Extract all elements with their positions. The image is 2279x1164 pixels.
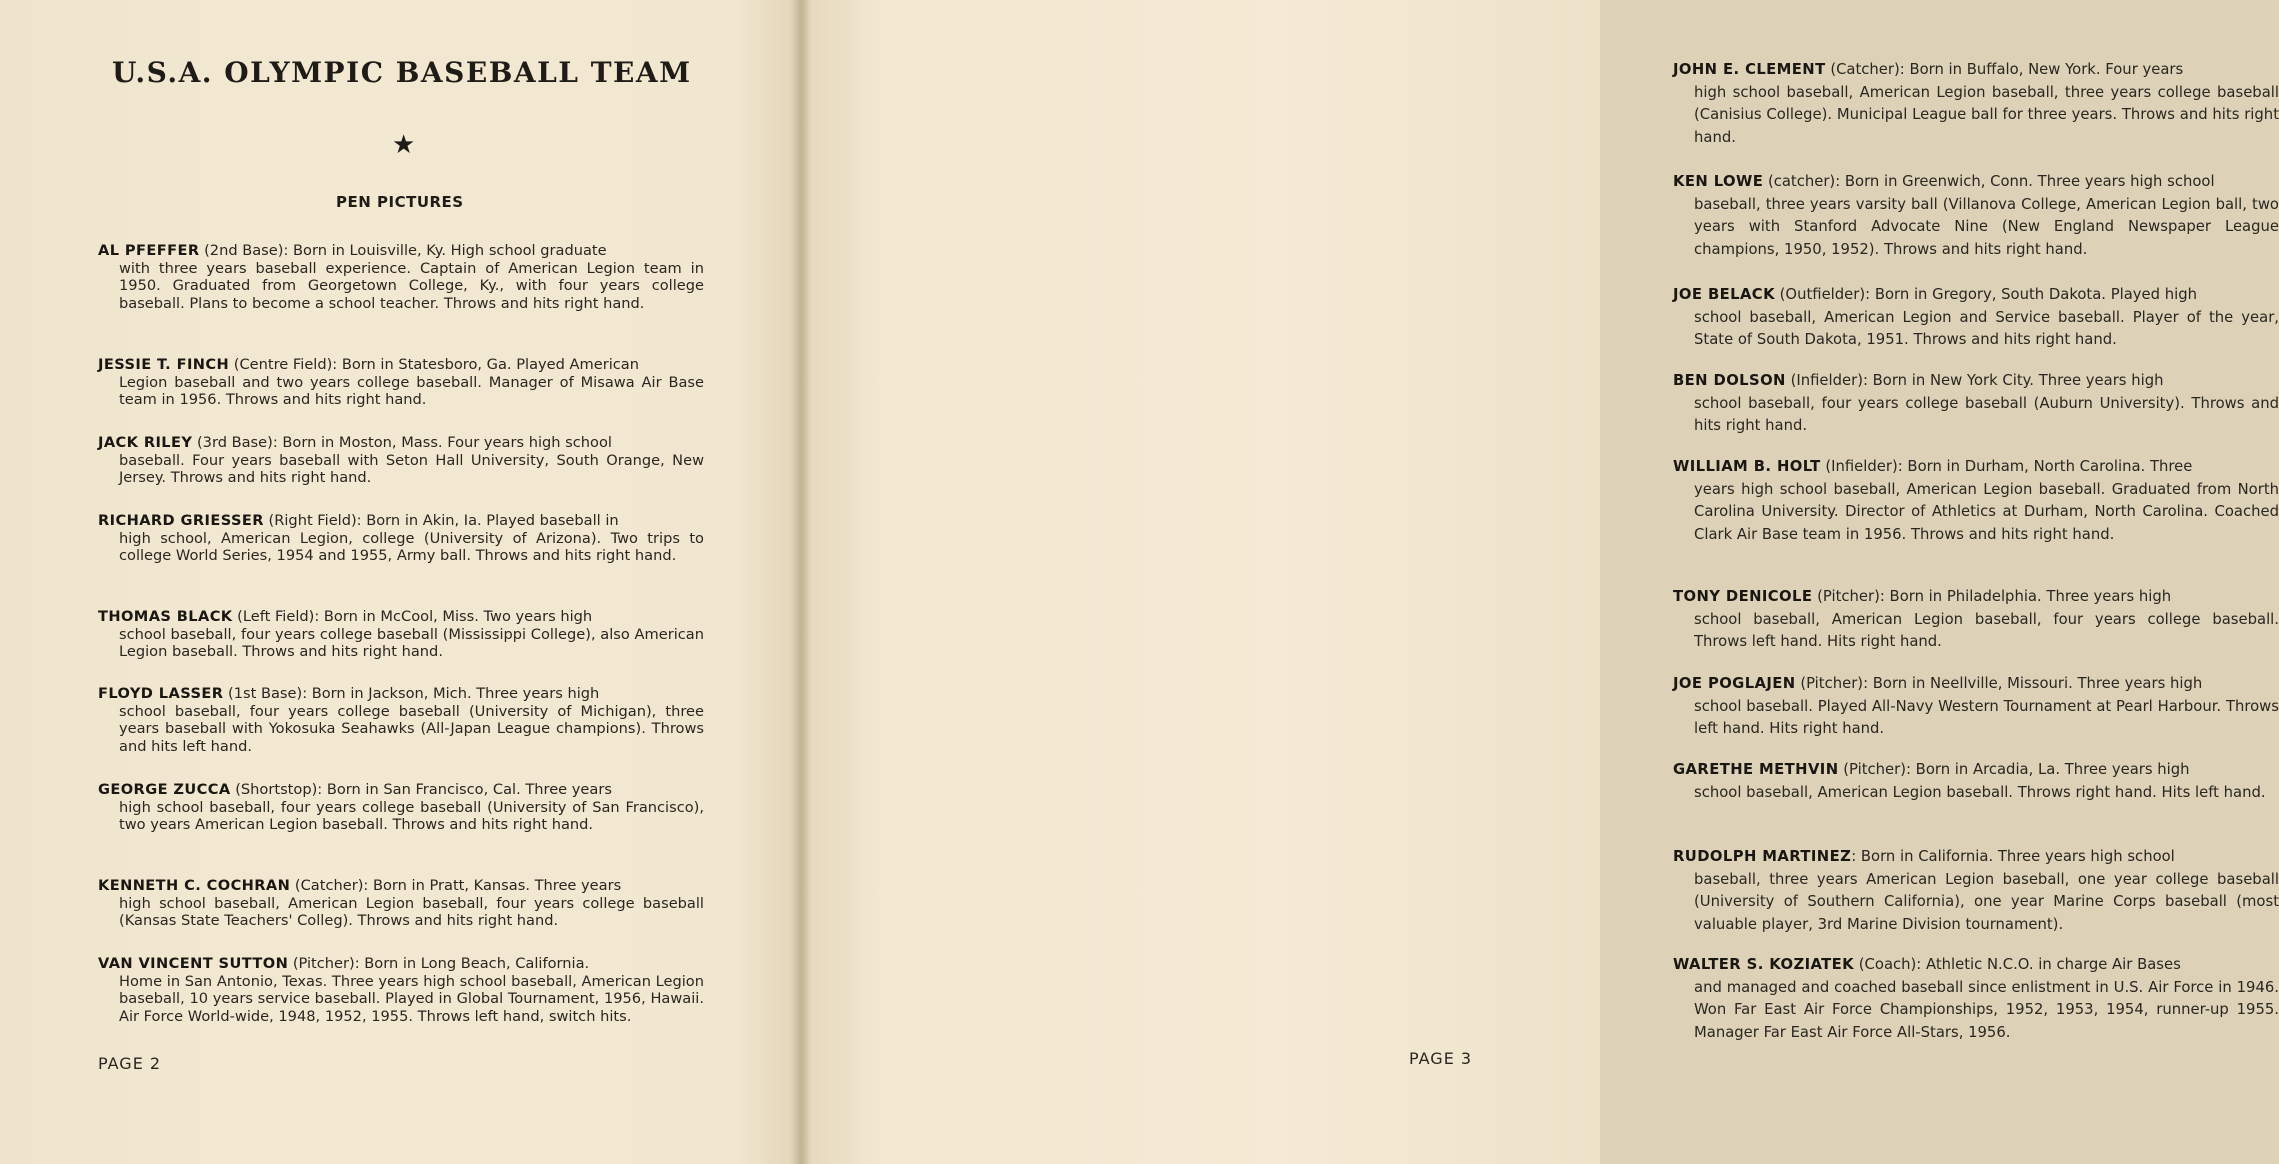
player-details: high school, American Legion, college (University of Arizona). Two trips to college World Series, 1954 and 1955, Army ball. Throws and hits right hand. bbox=[119, 529, 704, 564]
player-entry bbox=[98, 512, 704, 565]
player-details: Home in San Antonio, Texas. Three years high school baseball, American Legion baseball, 10 years service baseball. Played in Global Tournament, 1956, Hawaii. Air Force World-wide, 1948, 1952, 1955. Throws left hand, switch hits. bbox=[119, 972, 704, 1025]
player-first-line: : Born in California. Three years high school bbox=[1851, 848, 2175, 865]
player-first-line: (Pitcher): Born in Philadelphia. Three years high bbox=[1817, 588, 2172, 605]
player-entry bbox=[98, 434, 704, 487]
player-name: RICHARD GRIESSER bbox=[98, 512, 264, 529]
player-first-line: (3rd Base): Born in Moston, Mass. Four years high school bbox=[196, 434, 612, 451]
player-first-line: (Pitcher): Born in Arcadia, La. Three years high bbox=[1843, 761, 2190, 778]
player-details: school baseball, American Legion and Service baseball. Player of the year, State of South Dakota, 1951. Throws and hits right hand. bbox=[1694, 308, 2279, 348]
player-first-line: (Shortstop): Born in San Francisco, Cal. Three years bbox=[235, 781, 612, 798]
player-details: school baseball. Played All-Navy Western Tournament at Pearl Harbour. Throws left hand. Hits right hand. bbox=[1694, 697, 2279, 737]
player-first-line: (Pitcher): Born in Long Beach, California. bbox=[292, 955, 590, 972]
player-entry bbox=[98, 685, 704, 755]
player-entry bbox=[1673, 370, 2279, 438]
player-details: baseball, three years American Legion baseball, one year college baseball (University of Southern California), one year Marine Corps baseball (most valuable player, 3rd Marine Division tournament). bbox=[1694, 870, 2279, 933]
player-name: JACK RILEY bbox=[98, 434, 193, 451]
player-first-line: (Centre Field): Born in Statesboro, Ga. Played American bbox=[233, 356, 639, 373]
player-entry bbox=[98, 242, 704, 312]
player-name: WALTER S. KOZIATEK bbox=[1673, 956, 1855, 973]
player-name: AL PFEFFER bbox=[98, 242, 200, 259]
player-details: school baseball, American Legion baseball, four years college baseball. Throws left hand. Hits right hand. bbox=[1694, 610, 2279, 650]
player-name: JOHN E. CLEMENT bbox=[1673, 61, 1826, 78]
player-first-line: (Pitcher): Born in Neellville, Missouri. Three years high bbox=[1800, 675, 2203, 692]
player-name: FLOYD LASSER bbox=[98, 685, 224, 702]
player-first-line: (Catcher): Born in Pratt, Kansas. Three years bbox=[294, 877, 622, 894]
player-first-line: (catcher): Born in Greenwich, Conn. Three years high school bbox=[1767, 173, 2215, 190]
player-first-line: (2nd Base): Born in Louisville, Ky. High school graduate bbox=[204, 242, 607, 259]
player-entry bbox=[98, 356, 704, 409]
player-details: years high school baseball, American Legion baseball. Graduated from North Carolina University. Director of Athletics at Durham, North Carolina. Coached Clark Air Base team in 1956. Throws and hits right hand. bbox=[1694, 480, 2279, 543]
player-details: Legion baseball and two years college baseball. Manager of Misawa Air Base team in 1956. Throws and hits right hand. bbox=[119, 373, 704, 408]
player-entry bbox=[1673, 759, 2279, 804]
player-name: KEN LOWE bbox=[1673, 173, 1764, 190]
player-details: school baseball, American Legion baseball. Throws right hand. Hits left hand. bbox=[1694, 783, 2266, 801]
player-details: school baseball, four years college baseball (University of Michigan), three years baseball with Yokosuka Seahawks (All-Japan League champions). Throws and hits left hand. bbox=[119, 702, 704, 755]
player-first-line: (Coach): Athletic N.C.O. in charge Air Bases bbox=[1858, 956, 2181, 973]
player-first-line: (Outfielder): Born in Gregory, South Dakota. Played high bbox=[1779, 286, 2198, 303]
player-name: GARETHE METHVIN bbox=[1673, 761, 1839, 778]
player-details: school baseball, four years college baseball (Auburn University). Throws and hits right hand. bbox=[1694, 394, 2279, 434]
player-name: GEORGE ZUCCA bbox=[98, 781, 231, 798]
player-name: JOE POGLAJEN bbox=[1673, 675, 1796, 692]
player-first-line: (1st Base): Born in Jackson, Mich. Three years high bbox=[228, 685, 600, 702]
star-icon: ★ bbox=[392, 130, 416, 160]
right-page bbox=[800, 0, 2279, 1164]
player-first-line: (Infielder): Born in New York City. Three years high bbox=[1790, 372, 2164, 389]
player-name: VAN VINCENT SUTTON bbox=[98, 955, 289, 972]
page-number: PAGE 2 bbox=[98, 1054, 162, 1073]
player-details: high school baseball, four years college baseball (University of San Francisco), two years American Legion baseball. Throws and hits right hand. bbox=[119, 798, 704, 833]
player-entry bbox=[1673, 673, 2279, 741]
player-entry bbox=[1673, 456, 2279, 546]
player-entry bbox=[98, 608, 704, 661]
player-entry bbox=[1673, 59, 2279, 149]
player-entry bbox=[1673, 846, 2279, 936]
player-details: with three years baseball experience. Captain of American Legion team in 1950. Graduated from Georgetown College, Ky., with four years college baseball. Plans to become a school teacher. Throws and hits right hand. bbox=[119, 259, 704, 312]
player-first-line: (Catcher): Born in Buffalo, New York. Four years bbox=[1830, 61, 2184, 78]
page-number: PAGE 3 bbox=[1409, 1049, 1473, 1068]
player-name: WILLIAM B. HOLT bbox=[1673, 458, 1821, 475]
player-entry bbox=[1673, 954, 2279, 1044]
section-subtitle: PEN PICTURES bbox=[336, 193, 464, 211]
player-entry bbox=[98, 955, 704, 1025]
player-name: RUDOLPH MARTINEZ bbox=[1673, 848, 1852, 865]
player-details: high school baseball, American Legion baseball, three years college baseball (Canisius College). Municipal League ball for three years. Throws and hits right hand. bbox=[1694, 83, 2279, 146]
player-details: school baseball, four years college baseball (Mississippi College), also American Legion baseball. Throws and hits right hand. bbox=[119, 625, 704, 660]
player-entry bbox=[1673, 586, 2279, 654]
player-name: TONY DENICOLE bbox=[1673, 588, 1813, 605]
player-details: and managed and coached baseball since enlistment in U.S. Air Force in 1946. Won Far East Air Force Championships, 1952, 1953, 1954, runner-up 1955. Manager Far East Air Force All-Stars, 1956. bbox=[1694, 978, 2279, 1041]
player-entry bbox=[98, 781, 704, 834]
player-details: baseball. Four years baseball with Seton Hall University, South Orange, New Jersey. Throws and hits right hand. bbox=[119, 451, 704, 486]
player-first-line: (Right Field): Born in Akin, Ia. Played baseball in bbox=[268, 512, 619, 529]
player-entry bbox=[1673, 171, 2279, 261]
player-first-line: (Left Field): Born in McCool, Miss. Two years high bbox=[237, 608, 593, 625]
player-details: baseball, three years varsity ball (Villanova College, American Legion ball, two years with Stanford Advocate Nine (New England Newspaper League champions, 1950, 1952). Throws and hits right hand. bbox=[1694, 195, 2279, 258]
player-name: BEN DOLSON bbox=[1673, 372, 1786, 389]
player-name: THOMAS BLACK bbox=[98, 608, 233, 625]
player-name: JOE BELACK bbox=[1673, 286, 1775, 303]
player-entry bbox=[98, 877, 704, 930]
left-page bbox=[0, 0, 800, 1164]
player-entry bbox=[1673, 284, 2279, 352]
player-name: KENNETH C. COCHRAN bbox=[98, 877, 291, 894]
player-first-line: (Infielder): Born in Durham, North Carolina. Three bbox=[1825, 458, 2193, 475]
page-title: U.S.A. OLYMPIC BASEBALL TEAM bbox=[112, 56, 692, 89]
player-details: high school baseball, American Legion baseball, four years college baseball (Kansas State Teachers' Colleg). Throws and hits right hand. bbox=[119, 894, 704, 929]
player-name: JESSIE T. FINCH bbox=[98, 356, 230, 373]
